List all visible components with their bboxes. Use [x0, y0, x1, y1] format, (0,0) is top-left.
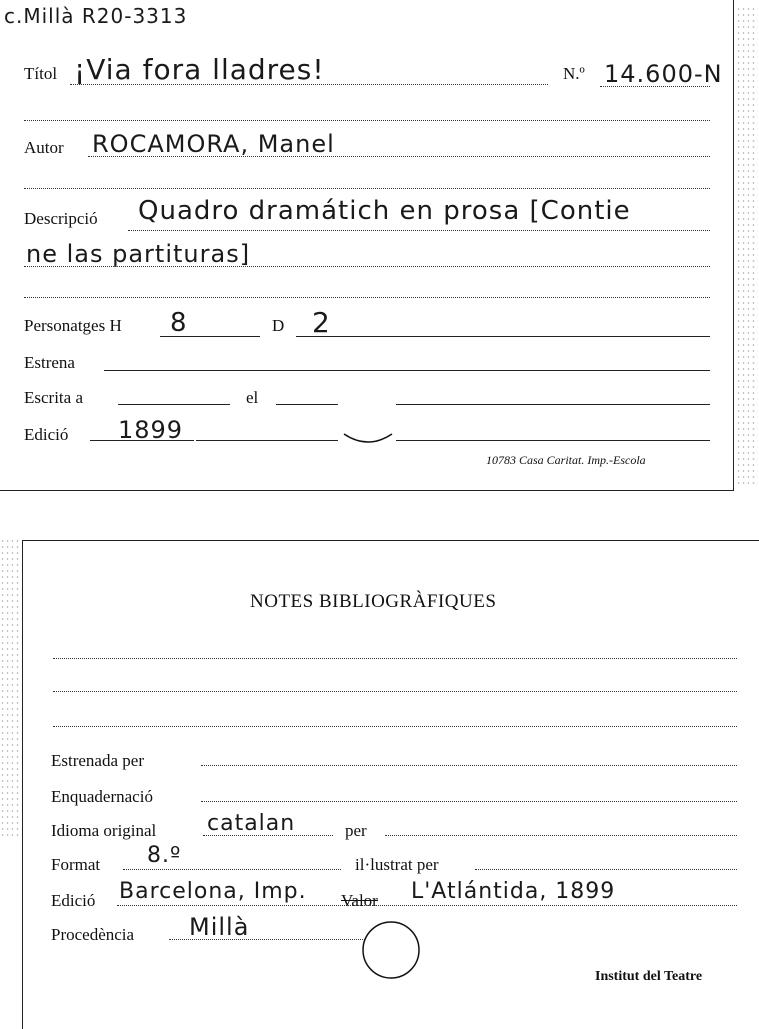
- number-value: 14.600-N: [604, 60, 723, 88]
- edicio-label: Edició: [24, 425, 69, 444]
- descripcio-value-line2: ne las partituras]: [26, 240, 251, 268]
- descripcio-label: Descripció: [24, 209, 98, 228]
- blank-line: [24, 188, 710, 189]
- procedencia-label: Procedència: [51, 925, 135, 944]
- titol-line: [70, 84, 548, 85]
- personatges-label: Personatges H: [24, 316, 122, 335]
- blank-line: [53, 658, 737, 659]
- personatges-h-line: [160, 336, 260, 337]
- edicio-line-2: [117, 905, 737, 906]
- el-line: [276, 404, 338, 405]
- printer-imprint: 10783 Casa Caritat. Imp.-Escola: [486, 453, 646, 467]
- blank-line: [24, 120, 710, 121]
- edicio-label-2: Edició: [51, 891, 96, 910]
- descripcio-line: [128, 230, 710, 231]
- illustrat-label: il·lustrat per: [355, 855, 439, 874]
- catalog-card-front: [0, 0, 734, 491]
- edicio-value-struck: Valor: [341, 891, 378, 910]
- edicio-value-publisher: L'Atlántida, 1899: [411, 879, 616, 904]
- edicio-value-place: Barcelona, Imp.: [119, 879, 307, 904]
- titol-label: Títol: [24, 64, 58, 83]
- institution-name: Institut del Teatre: [595, 969, 703, 984]
- edicio-line-c: [396, 440, 710, 441]
- per-label: per: [345, 821, 367, 840]
- el-label: el: [246, 388, 259, 407]
- edicio-value: 1899: [118, 416, 184, 444]
- format-value: 8.º: [147, 843, 182, 868]
- illustrat-line: [475, 869, 737, 870]
- hole-punch: [359, 919, 423, 981]
- procedencia-value: Millà: [189, 913, 250, 941]
- scan-noise: [0, 538, 20, 838]
- number-line: [600, 86, 710, 87]
- edicio-line: [90, 440, 194, 441]
- escrita-label: Escrita a: [24, 388, 83, 407]
- personatges-d-line: [296, 336, 710, 337]
- per-line: [385, 835, 737, 836]
- scan-noise: [736, 6, 758, 486]
- descripcio-value-line1: Quadro dramátich en prosa [Contie: [138, 196, 631, 226]
- estrena-label: Estrena: [24, 353, 75, 372]
- estrenada-line: [201, 765, 737, 766]
- number-label: N.º: [563, 64, 585, 83]
- autor-line: [88, 156, 710, 157]
- personatges-d-label: D: [272, 316, 285, 335]
- hole-punch-arc: [340, 424, 396, 450]
- estrenada-label: Estrenada per: [51, 751, 144, 770]
- procedencia-line: [169, 939, 365, 940]
- blank-line: [53, 726, 737, 727]
- reference-code: c.Millà R20-3313: [4, 4, 188, 28]
- format-line: [123, 869, 341, 870]
- personatges-h-value: 8: [170, 308, 188, 338]
- autor-label: Autor: [24, 138, 64, 157]
- estrena-line: [104, 370, 710, 371]
- personatges-d-value: 2: [312, 306, 331, 339]
- titol-value: ¡Via fora lladres!: [74, 53, 325, 86]
- idioma-line: [203, 835, 333, 836]
- idioma-value: catalan: [207, 811, 296, 836]
- descripcio-line-2: [24, 266, 710, 267]
- format-label: Format: [51, 855, 101, 874]
- idioma-label: Idioma original: [51, 821, 157, 840]
- autor-value: ROCAMORA, Manel: [92, 130, 335, 158]
- escrita-line: [118, 404, 230, 405]
- edicio-line-b: [196, 440, 338, 441]
- el-line-right: [396, 404, 710, 405]
- notes-heading: NOTES BIBLIOGRÀFIQUES: [250, 591, 497, 612]
- blank-line: [53, 691, 737, 692]
- blank-line: [24, 297, 710, 298]
- enquadernacio-label: Enquadernació: [51, 787, 153, 806]
- enquadernacio-line: [201, 801, 737, 802]
- catalog-card-back: [22, 540, 759, 1029]
